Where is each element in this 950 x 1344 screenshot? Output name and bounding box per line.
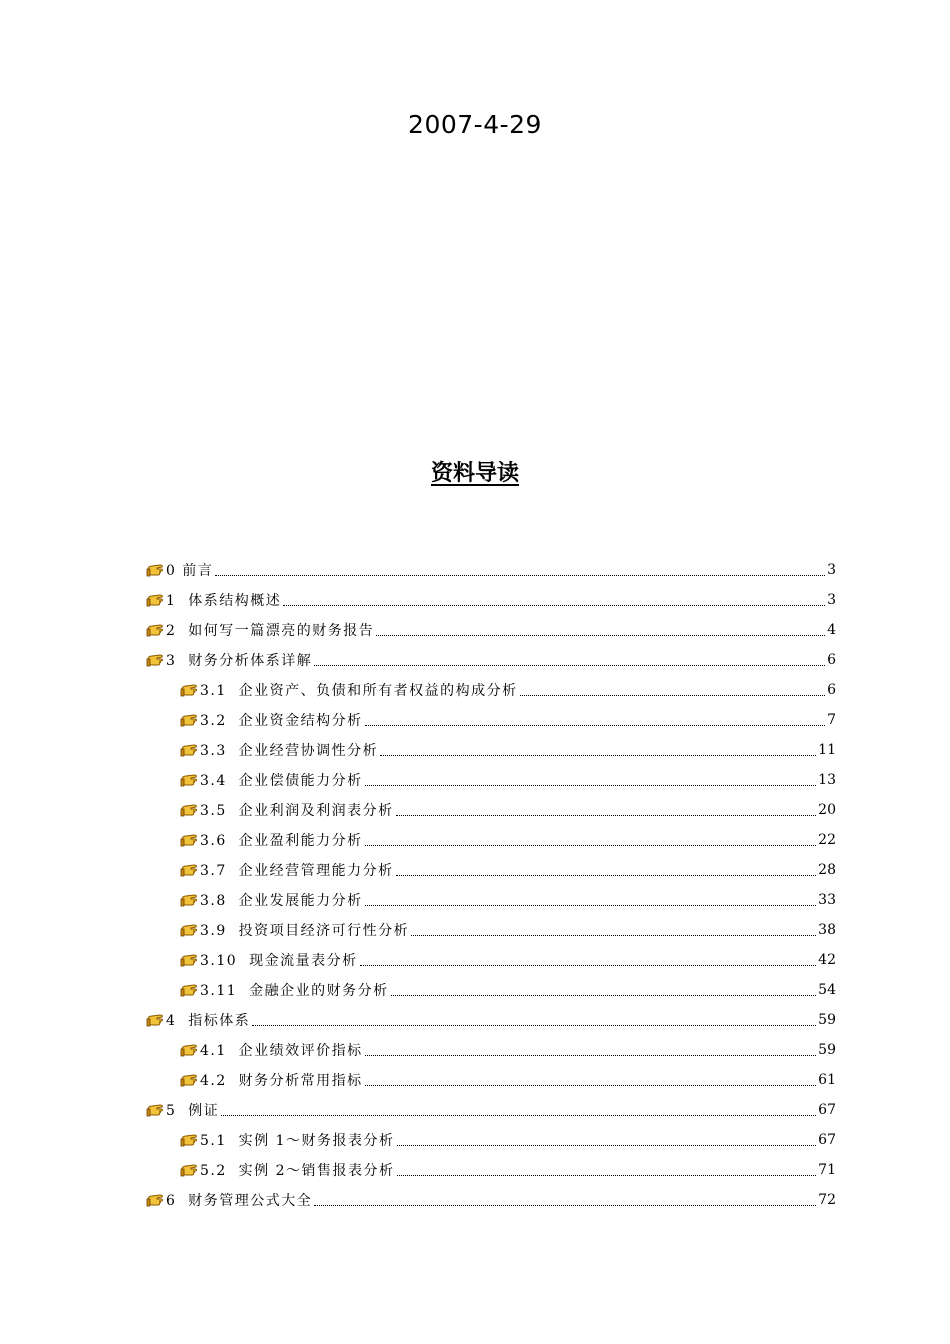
toc-leader-dots <box>365 1055 817 1056</box>
pointing-hand-icon <box>180 1131 200 1149</box>
toc-entry[interactable] <box>180 855 836 885</box>
pointing-hand-icon <box>180 951 200 969</box>
toc-entry[interactable] <box>180 705 836 735</box>
pointing-hand-icon <box>180 1161 200 1179</box>
toc-entry-label: 3.9 投资项目经济可行性分析 <box>200 923 410 939</box>
toc-entry-label: 3.2 企业资金结构分析 <box>200 713 363 729</box>
toc-page-number: 61 <box>818 1072 836 1088</box>
pointing-hand-icon <box>180 741 200 759</box>
toc-entry-label: 3.11 金融企业的财务分析 <box>200 983 389 999</box>
pointing-hand-icon <box>180 861 200 879</box>
toc-leader-dots <box>397 1145 817 1146</box>
toc-entry[interactable] <box>146 585 836 615</box>
toc-entry[interactable] <box>180 765 836 795</box>
pointing-hand-icon <box>180 711 200 729</box>
toc-entry[interactable] <box>180 915 836 945</box>
toc-leader-dots <box>380 755 816 756</box>
toc-entry-label: 6 财务管理公式大全 <box>166 1193 313 1209</box>
toc-entry-label: 4.2 财务分析常用指标 <box>200 1073 363 1089</box>
toc-entry-label: 3.1 企业资产、负债和所有者权益的构成分析 <box>200 683 518 699</box>
pointing-hand-icon <box>146 1011 166 1029</box>
toc-page-number: 6 <box>827 682 836 698</box>
toc-entry[interactable] <box>180 975 836 1005</box>
toc-page-number: 38 <box>818 922 836 938</box>
toc-page-number: 3 <box>827 592 836 608</box>
toc-page-number: 20 <box>818 802 836 818</box>
pointing-hand-icon <box>146 1191 166 1209</box>
pointing-hand-icon <box>180 1041 200 1059</box>
toc-leader-dots <box>365 785 817 786</box>
toc-leader-dots <box>365 1085 817 1086</box>
toc-entry[interactable] <box>146 615 836 645</box>
pointing-hand-icon <box>180 831 200 849</box>
toc-page-number: 54 <box>818 982 836 998</box>
toc-entry-label: 5.1 实例 1～财务报表分析 <box>200 1133 395 1149</box>
pointing-hand-icon <box>146 651 166 669</box>
pointing-hand-icon <box>180 681 200 699</box>
toc-leader-dots <box>215 575 825 576</box>
toc-entry-label: 4 指标体系 <box>166 1013 251 1029</box>
toc-page-number: 28 <box>818 862 836 878</box>
toc-entry-label: 4.1 企业绩效评价指标 <box>200 1043 363 1059</box>
toc-page-number: 67 <box>818 1102 836 1118</box>
pointing-hand-icon <box>146 621 166 639</box>
toc-leader-dots <box>283 605 825 606</box>
toc-leader-dots <box>365 845 817 846</box>
toc-entry[interactable] <box>146 1005 836 1035</box>
toc-page-number: 13 <box>818 772 836 788</box>
toc-entry[interactable] <box>146 1095 836 1125</box>
toc-entry[interactable] <box>180 735 836 765</box>
toc-page-number: 72 <box>818 1192 836 1208</box>
toc-page-number: 33 <box>818 892 836 908</box>
toc-leader-dots <box>411 935 816 936</box>
toc-entry[interactable] <box>180 945 836 975</box>
toc-page-number: 59 <box>818 1012 836 1028</box>
toc-entry[interactable] <box>180 885 836 915</box>
toc-leader-dots <box>391 995 817 996</box>
toc-entry[interactable] <box>146 645 836 675</box>
toc-entry[interactable] <box>180 825 836 855</box>
toc-leader-dots <box>252 1025 816 1026</box>
toc-entry-label: 2 如何写一篇漂亮的财务报告 <box>166 623 375 639</box>
toc-leader-dots <box>365 725 825 726</box>
toc-entry[interactable] <box>180 675 836 705</box>
toc-entry[interactable] <box>180 1155 836 1185</box>
toc-entry[interactable] <box>146 555 836 585</box>
toc-leader-dots <box>376 635 825 636</box>
toc-page-number: 6 <box>827 652 836 668</box>
toc-leader-dots <box>360 965 817 966</box>
document-date: 2007-4-29 <box>408 110 542 139</box>
toc-page-number: 7 <box>827 712 836 728</box>
toc-page-number: 59 <box>818 1042 836 1058</box>
toc-entry-label: 5 例证 <box>166 1103 220 1119</box>
toc-leader-dots <box>365 905 817 906</box>
pointing-hand-icon <box>180 891 200 909</box>
toc-page-number: 11 <box>818 742 836 758</box>
toc-page-number: 4 <box>827 622 836 638</box>
toc-leader-dots <box>221 1115 816 1116</box>
toc-entry-label: 5.2 实例 2～销售报表分析 <box>200 1163 395 1179</box>
toc-entry[interactable] <box>180 1125 836 1155</box>
toc-entry-label: 3.6 企业盈利能力分析 <box>200 833 363 849</box>
toc-leader-dots <box>314 1205 816 1206</box>
toc-entry-label: 0 前言 <box>166 563 214 579</box>
toc-entry-label: 3.3 企业经营协调性分析 <box>200 743 379 759</box>
toc-entry[interactable] <box>146 1185 836 1215</box>
pointing-hand-icon <box>146 1101 166 1119</box>
toc-entry[interactable] <box>180 795 836 825</box>
pointing-hand-icon <box>146 591 166 609</box>
toc-entry-label: 3.5 企业利润及利润表分析 <box>200 803 394 819</box>
toc-entry[interactable] <box>180 1065 836 1095</box>
toc-page-number: 42 <box>818 952 836 968</box>
toc-entry[interactable] <box>180 1035 836 1065</box>
pointing-hand-icon <box>180 921 200 939</box>
toc-leader-dots <box>520 695 825 696</box>
toc-entry-label: 3.8 企业发展能力分析 <box>200 893 363 909</box>
toc-entry-label: 3 财务分析体系详解 <box>166 653 313 669</box>
toc-entry-label: 3.4 企业偿债能力分析 <box>200 773 363 789</box>
toc-page-number: 71 <box>818 1162 836 1178</box>
toc-leader-dots <box>396 875 817 876</box>
toc-page-number: 3 <box>827 562 836 578</box>
toc-entry-label: 3.10 现金流量表分析 <box>200 953 358 969</box>
pointing-hand-icon <box>146 561 166 579</box>
pointing-hand-icon <box>180 981 200 999</box>
pointing-hand-icon <box>180 801 200 819</box>
toc-leader-dots <box>397 1175 817 1176</box>
toc-leader-dots <box>396 815 817 816</box>
toc-page-number: 22 <box>818 832 836 848</box>
toc-entry-label: 1 体系结构概述 <box>166 593 282 609</box>
toc-entry-label: 3.7 企业经营管理能力分析 <box>200 863 394 879</box>
pointing-hand-icon <box>180 771 200 789</box>
page-title: 资料导读 <box>430 461 519 486</box>
toc-page-number: 67 <box>818 1132 836 1148</box>
pointing-hand-icon <box>180 1071 200 1089</box>
toc-leader-dots <box>314 665 825 666</box>
